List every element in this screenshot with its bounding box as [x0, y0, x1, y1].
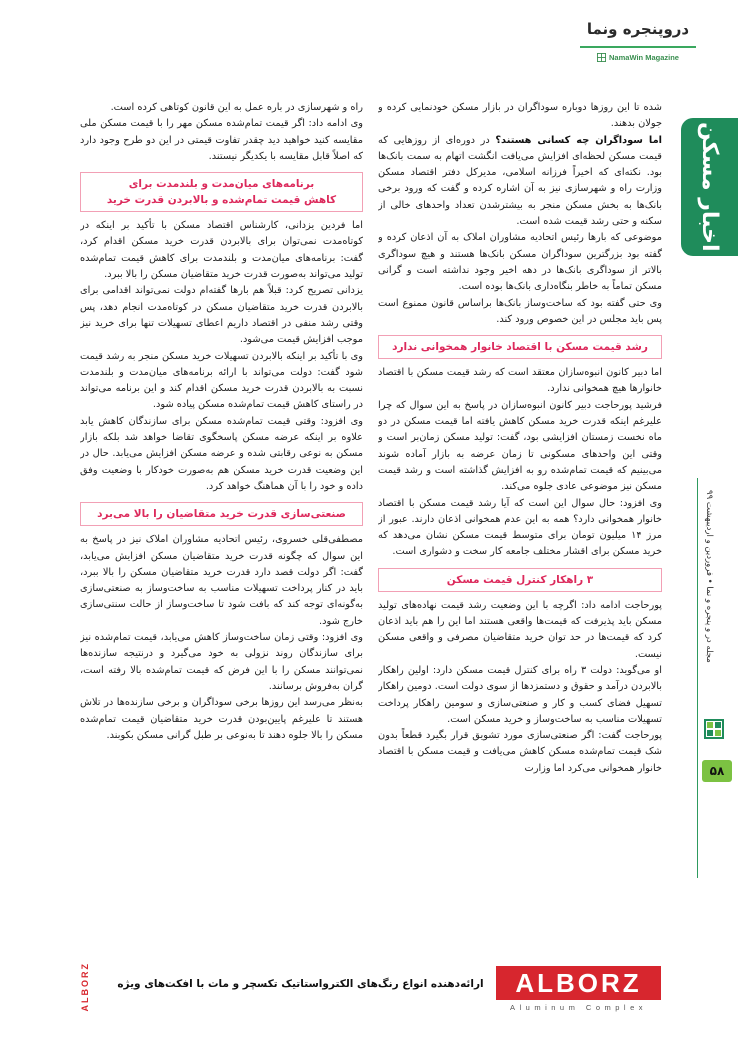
- section-heading: صنعتی‌سازی قدرت خرید متقاضیان را بالا می‌برد: [80, 502, 363, 526]
- alborz-logo-tagline: Aluminum Complex: [509, 1003, 648, 1012]
- article-paragraph: [378, 133, 662, 231]
- section-heading: ۳ راهکار کنترل قیمت مسکن: [378, 568, 662, 592]
- ad-slogan: ارائه‌دهنده انواع رنگ‌های الکترواستاتیک تکسچر و مات با افکت‌های ویژه: [117, 978, 484, 990]
- article-column-right: [378, 100, 662, 955]
- alborz-side-logo: ALBORZ: [80, 962, 90, 1012]
- alborz-logo: [496, 966, 661, 1012]
- magazine-logo-subline: [580, 53, 696, 62]
- window-icon: [597, 53, 606, 62]
- magazine-logo: [580, 12, 696, 78]
- article-paragraph: راه و شهرسازی در باره عمل به این قانون کوتاهی کرده است.: [110, 102, 363, 113]
- article-paragraph: به‌نظر می‌رسد این روزها برخی سوداگران و برخی سازنده‌ها در تلاش هستند تا علیرغم پایین‌بودن قدرت خرید متقاضیان قیمت تمام‌شده مسکن را بالا جلوه دهند تا به‌نوعی بر طبل گرانی مسکن بکوبند.: [80, 697, 363, 741]
- article-paragraph: وی با تأکید بر اینکه بالابردن تسهیلات خرید مسکن منجر به رشد قیمت شود گفت: دولت می‌تواند با ارائه برنامه‌های میان‌مدت و بلندمدت نسبت به بالابردن قدرت خرید مسکن اقدام کند و این برنامه می‌تواند در راستای کاهش قیمت تمام‌شده مسکن پیاده شود.: [80, 350, 363, 411]
- advertisement-banner: [96, 960, 666, 1032]
- article-paragraph: اما فردین یزدانی، کارشناس اقتصاد مسکن با تأکید بر اینکه در کوتاه‌مدت نمی‌توان برای بالابردن قدرت خرید مسکن اقدام کرد، گفت: برنامه‌های میان‌مدت و بلندمدت برای کاهش قیمت تمام‌شده تولید می‌تواند به‌صورت قدرت خرید متقاضیان مسکن را بالا ببرد.: [80, 220, 363, 281]
- article-paragraph: موضوعی که بارها رئیس اتحادیه مشاوران املاک به آن اذعان کرده و گفته بود بزرگترین سوداگران مسکن بانک‌ها هستند و هیچ سوداگری بالاتر از سوداگری بانک‌ها در دهه اخیر وجود نداشته است و گرانی مسکن تماماً به خاطر بنگاه‌داری بانک‌ها بوده است.: [378, 232, 662, 293]
- article-paragraph: او می‌گوید: دولت ۳ راه برای کنترل قیمت مسکن دارد: اولین راهکار بالابردن درآمد و حقوق و دستمزدها از سوی دولت است. دومین راهکار تسهیل فضای کسب و کار و صنعتی‌سازی و سومین راهکار پرداخت تسهیلات مناسب به ساخت‌وساز و خرید مسکن است.: [378, 664, 662, 725]
- article-paragraph: یزدانی تصریح کرد: قبلاً هم بارها گفته‌ام دولت نمی‌تواند اقدامی برای بالابردن قدرت خرید متقاضیان مسکن در کوتاه‌مدت انجام دهد، پس وقتی رشد منفی در اقتصاد داریم اعطای تسهیلات تنها برای خرید نیز موجب افزایش قیمت می‌شود.: [80, 285, 363, 346]
- paragraph-lead: اما سوداگران چه کسانی هستند؟: [495, 134, 662, 146]
- magazine-logo-fa: دروپنجره ونما: [580, 12, 696, 48]
- article-paragraph: اما دبیر کانون انبوه‌سازان معتقد است که رشد قیمت مسکن با اقتصاد خانوارها هیچ همخوانی ندارد.: [378, 367, 662, 395]
- article-paragraph: پورحاجت گفت: اگر صنعتی‌سازی مورد تشویق قرار بگیرد قطعاً بدون شک قیمت تمام‌شده مسکن کاهش می‌یافت و قیمت مسکن با اقتصاد خانوار همخوانی می‌کرد اما وزارت: [378, 730, 662, 774]
- article-paragraph: شده تا این روزها دوباره سوداگران در بازار مسکن خودنمایی کرده و جولان بدهند.: [378, 102, 662, 130]
- side-rule: [697, 478, 698, 878]
- article-column-left: [80, 100, 363, 955]
- alborz-logo-word: ALBORZ: [496, 966, 661, 1000]
- section-heading-line: برنامه‌های میان‌مدت و بلندمدت برای: [128, 178, 315, 191]
- section-tab: [681, 118, 738, 256]
- magazine-logo-en: NamaWin Magazine: [609, 53, 679, 62]
- article-paragraph: مصطفی‌قلی خسروی، رئیس اتحادیه مشاوران املاک نیز در پاسخ به این سوال که چگونه قدرت خرید متقاضیان مسکن افزایش می‌یابد، گفت: اگر دولت قصد دارد قدرت خرید متقاضیان مسکن را بالا ببرد، باید در کنار پرداخت تسهیلات مناسب به ساخت‌وساز به صنعتی‌سازی به‌گونه‌ای توجه کند که بافت شود تا ساخت‌وساز از حالت سنتی‌سازی خارج شود.: [80, 534, 363, 627]
- section-heading-line: کاهش قیمت تمام‌شده و بالابردن قدرت خرید: [106, 194, 337, 207]
- window-icon: [703, 718, 725, 740]
- section-tab-label: اخبار مسکن: [697, 122, 722, 252]
- section-heading: [80, 172, 363, 212]
- article-paragraph: وی افزود: وقتی قیمت تمام‌شده مسکن برای سازندگان کاهش یابد علاوه بر اینکه عرضه مسکن پاسخگوی تقاضا خواهد شد بلکه بازار مسکن به نوعی رقابتی شده و عرضه مسکن افزایش می‌یابد. حال در این وضعیت قدرت خرید مسکن هم به‌صورت خودکار با وضعیت وفق داده و خود را با آن هماهنگ خواهد کرد.: [80, 415, 363, 492]
- article-paragraph: فرشید پورحاجت دبیر کانون انبوه‌سازان در پاسخ به این سوال که چرا علیرغم اینکه قدرت خرید مسکن کاهش یافته اما قیمت مسکن در دو ماه نخست زمستان افزایشی بود، گفت: تولید مسکن زمان‌بر است و وقتی این واحدهای مسکونی تا زمان عرضه به بازار آماده شوند می‌بینیم که قیمت تمام‌شده رو به افزایش گذاشته است و رشد قیمت مسکن نیز موضوعی عادی جلوه می‌کند.: [378, 399, 662, 493]
- magazine-issue-label: مجله در و پنجره و نما • فروردین و اردیبهشت ۹۹: [704, 490, 714, 663]
- article-paragraph: وی ادامه داد: اگر قیمت تمام‌شده مسکن مهر را با قیمت مسکن ملی مقایسه کنید خواهید دید چقدر تفاوت قیمتی در این دو طرح وجود دارد که اصلاً قابل مقایسه با یکدیگر نیستند.: [80, 118, 363, 162]
- section-heading: رشد قیمت مسکن با اقتصاد خانوار همخوانی ندارد: [378, 335, 662, 359]
- paragraph-text: در دوره‌ای از روزهایی که قیمت مسکن لحظه‌ای افزایش می‌یافت انگشت اتهام به سمت بانک‌ها بود. نکته‌ای که اخیراً فرزانه اسلامی، مدیرکل دفتر اقتصاد مسکن وزارت راه و شهرسازی نیز به آن اشاره کرده و گفت که ورود برخی بانک‌ها به بخش مسکن منجر به بیشترشدن تعداد واحدهای خالی از سکنه و حتی رشد قیمت شده است.: [378, 134, 662, 228]
- article-paragraph: وی حتی گفته بود که ساخت‌وساز بانک‌ها براساس قانون ممنوع است پس باید مجلس در این خصوص ورود کند.: [378, 297, 662, 325]
- article-paragraph: وی افزود: وقتی زمان ساخت‌وساز کاهش می‌یابد، قیمت تمام‌شده نیز برای سازندگان روند نزولی به خود می‌گیرد و درنتیجه سازنده‌ها نمی‌توانند مسکن را با این فرض که قیمت تمام‌شده بالا رفته است، گران به‌فروش برسانند.: [80, 632, 363, 692]
- article-paragraph: وی افزود: حال سوال این است که آیا رشد قیمت مسکن با اقتصاد خانوار همخوانی دارد؟ همه به این عدم همخوانی اذعان دارند. عبور از مرز ۱۴ میلیون تومان برای متوسط قیمت مسکن نشان می‌دهد که خرید مسکن برای اقشار مختلف جامعه کار سخت و دشواری است.: [378, 497, 662, 558]
- article-paragraph: پورحاجت ادامه داد: اگرچه با این وضعیت رشد قیمت نهاده‌های تولید مسکن باید پذیرفت که قیمت‌ها واقعی هستند اما این را هم باید اذعان کرد که قیمت‌ها در حد توان خرید متقاضیان مصرفی و واقعی مسکن نیست.: [378, 599, 662, 660]
- page-number: ۵۸: [702, 760, 732, 782]
